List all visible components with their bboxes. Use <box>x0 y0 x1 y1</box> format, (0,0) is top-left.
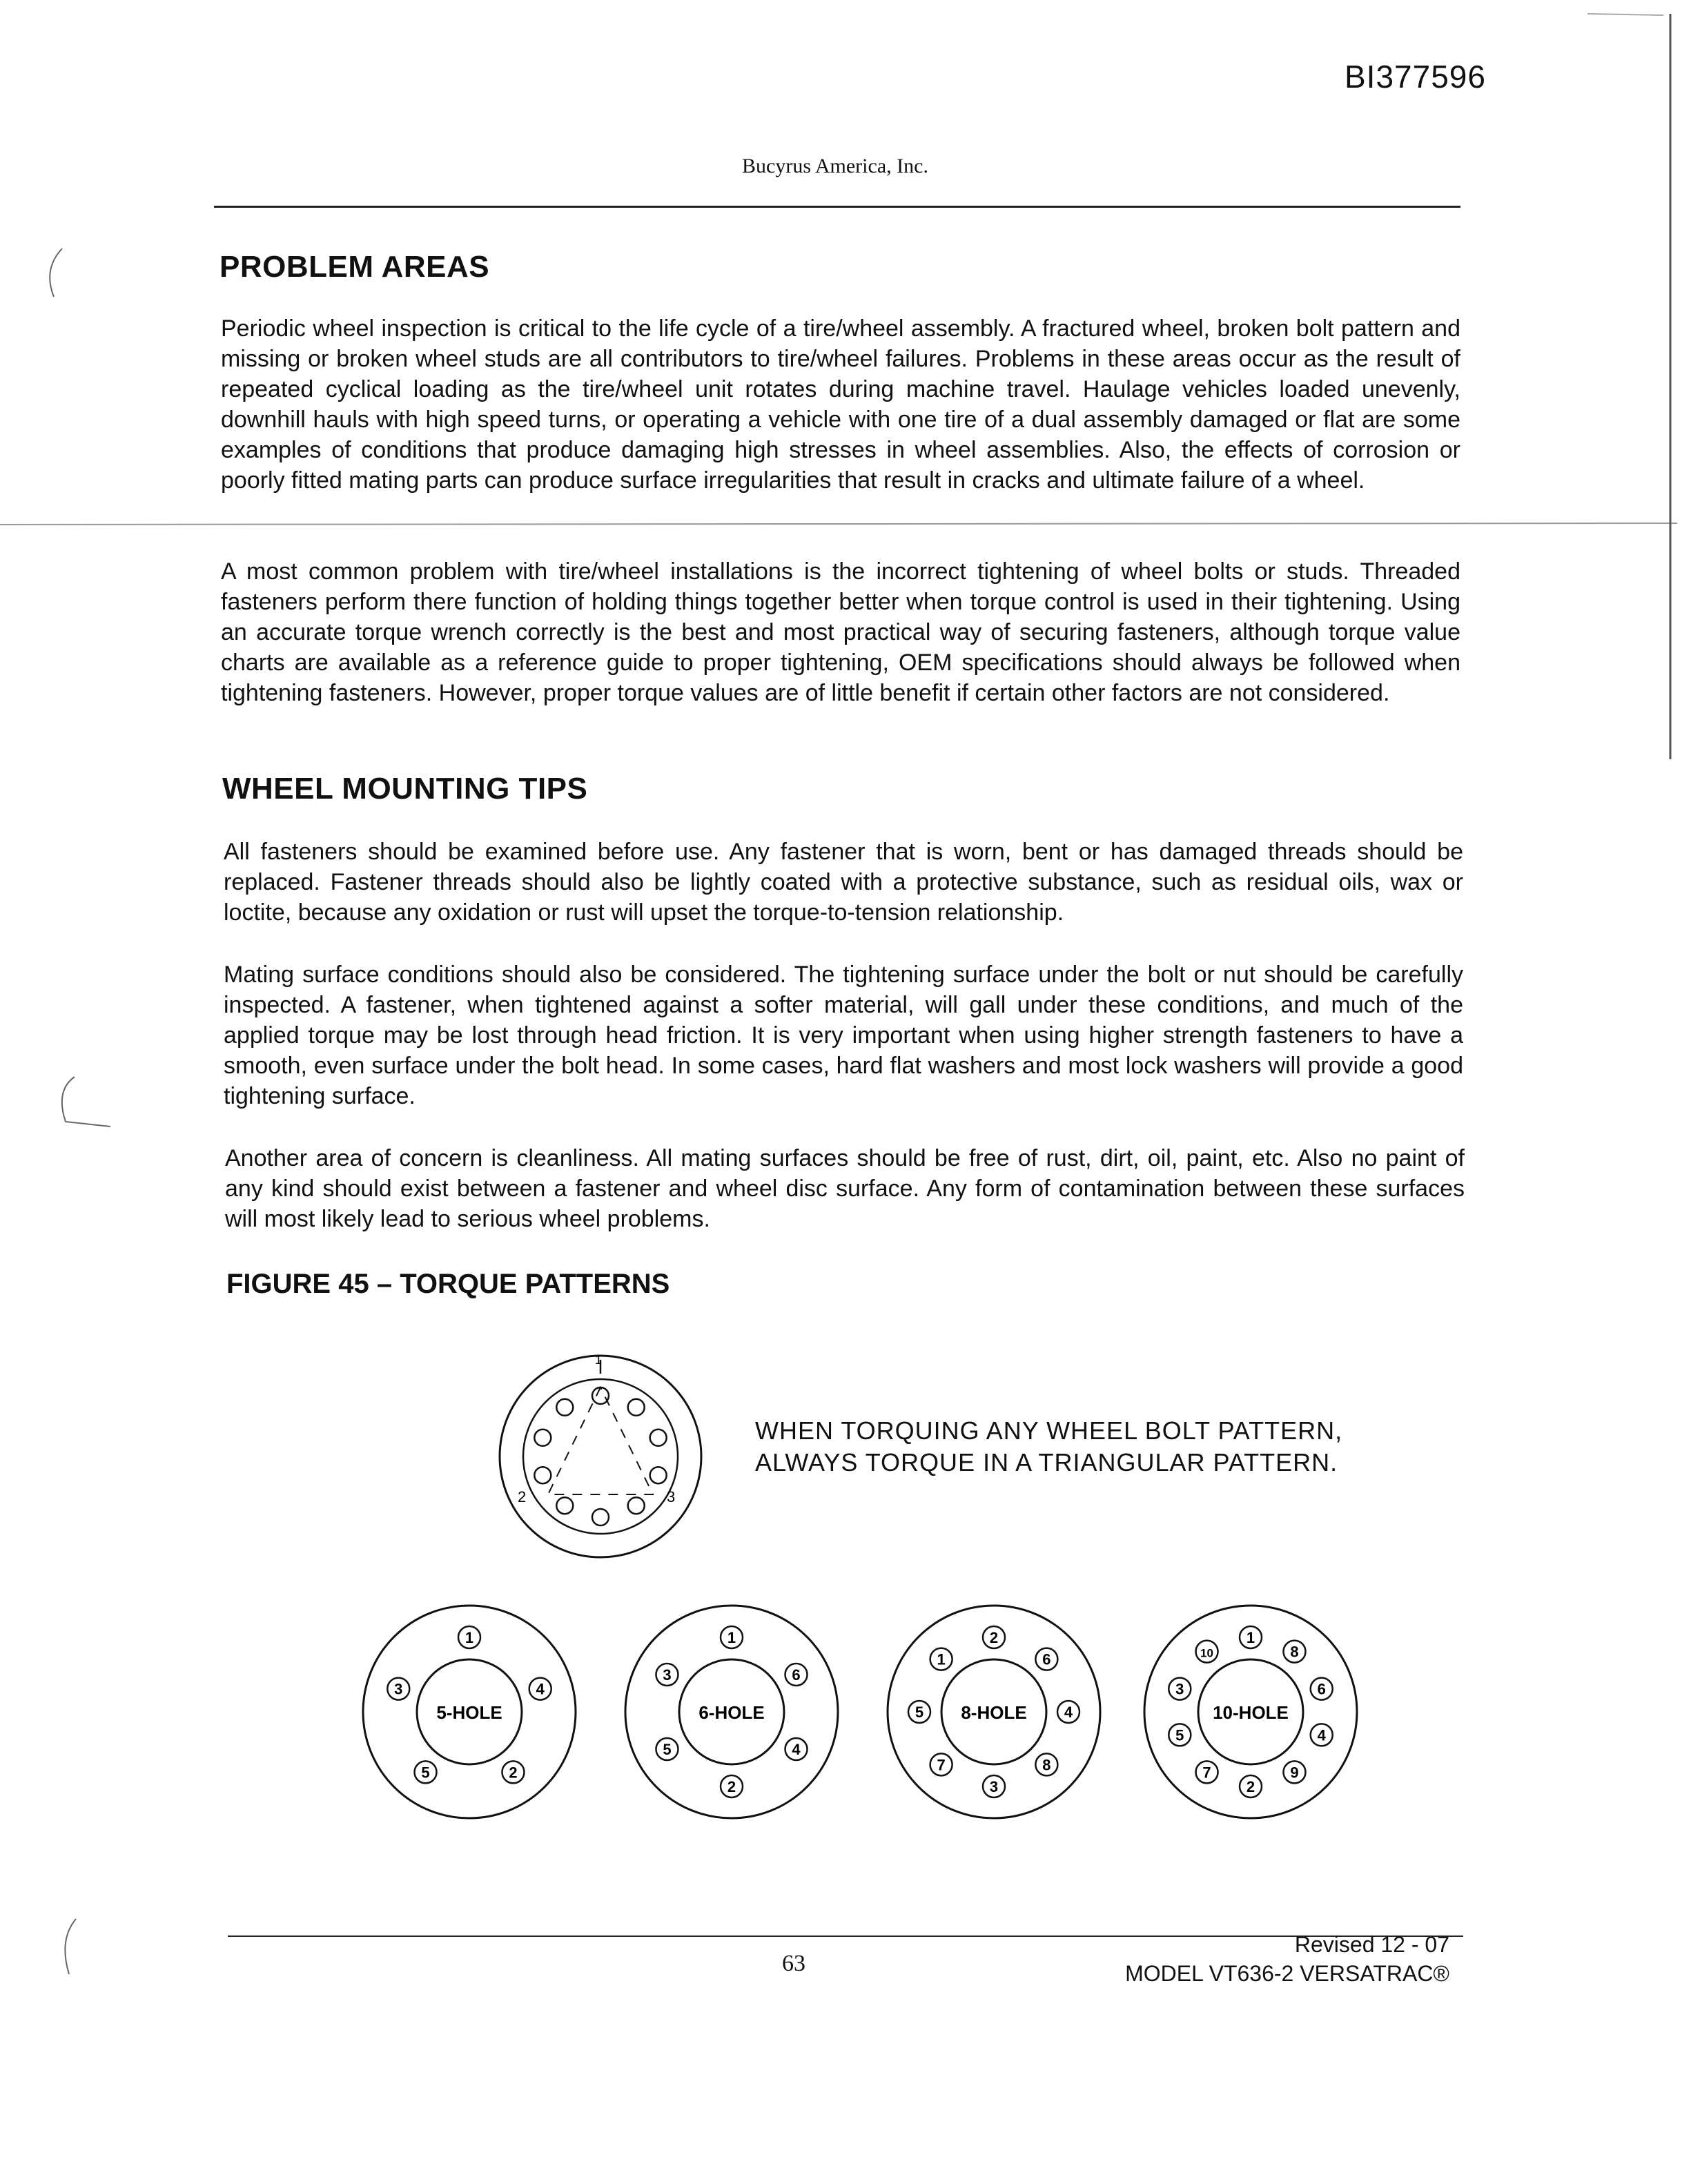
torque-wheel-2 <box>625 1606 838 1818</box>
bolt-sequence-number: 3 <box>1175 1680 1184 1698</box>
torque-wheel-3 <box>888 1606 1100 1818</box>
bolt-sequence-number: 5 <box>915 1704 924 1721</box>
section-title-problem-areas: PROBLEM AREAS <box>219 250 490 284</box>
figure-title: FIGURE 45 – TORQUE PATTERNS <box>226 1269 670 1299</box>
bolt-sequence-number: 3 <box>394 1680 403 1698</box>
wheel-hole-count-label: 5-HOLE <box>436 1702 502 1723</box>
triangle-label-3: 3 <box>667 1488 676 1505</box>
bolt-hole <box>650 1430 667 1446</box>
torque-wheel-1 <box>363 1606 576 1818</box>
bolt-sequence-number: 6 <box>1042 1650 1051 1668</box>
bolt-sequence-number: 6 <box>792 1666 801 1684</box>
problem-areas-paragraph-1: Periodic wheel inspection is critical to the life cycle of a tire/wheel assembly. A fractured wheel, broken bolt pattern and missing or broken wheel studs are all contributors to tire/wheel failures. Problems in these areas occur as the result of repeated cyclical loading as the tire/wheel unit rotates during machine travel. Haulage vehicles loaded unevenly, downhill hauls with high speed turns, or operating a vehicle with one tire of a dual assembly damaged or flat are some examples of conditions that produce damaging high stresses in wheel assemblies. Also, the effects of corrosion or poorly fitted mating parts can produce surface irregularities that result in cracks and ultimate failure of a wheel. <box>221 315 1460 494</box>
bolt-hole <box>592 1387 609 1404</box>
triangle-label-1: 1 <box>595 1353 603 1367</box>
mounting-tips-paragraph-3: Another area of concern is cleanliness. All mating surfaces should be free of rust, dirt, oil, paint, etc. Also no paint of any kind should exist between a fastener and wheel disc surface. Any form of contamination between these surfaces will most likely lead to serious wheel problems. <box>225 1145 1465 1232</box>
bolt-sequence-number: 4 <box>536 1680 545 1698</box>
torque-note <box>755 1415 1342 1479</box>
mounting-tips-paragraph-1: All fasteners should be examined before use. Any fastener that is worn, bent or has damaged threads should be replaced. Fastener threads should also be lightly coated with a protective substance, such as residual oils, wax or loctite, because any oxidation or rust will upset the torque-to-tension relationship. <box>224 839 1463 926</box>
bolt-sequence-number: 8 <box>1290 1643 1299 1661</box>
triangle-label-2: 2 <box>518 1488 527 1505</box>
bolt-sequence-number: 2 <box>727 1778 736 1795</box>
bolt-sequence-number: 2 <box>509 1764 518 1782</box>
bolt-sequence-number: 2 <box>989 1629 999 1646</box>
bolt-sequence-number: 5 <box>663 1741 672 1758</box>
bolt-sequence-number: 1 <box>727 1629 736 1646</box>
bolt-sequence-number: 9 <box>1290 1764 1299 1782</box>
torque-pattern-wheels <box>345 1595 1394 1829</box>
bolt-sequence-number: 6 <box>1317 1680 1326 1698</box>
page-number: 63 <box>782 1951 805 1976</box>
triangle-bolt-holes <box>534 1387 666 1525</box>
revision-date: Revised 12 - 07 <box>1294 1932 1449 1957</box>
bolt-hole <box>556 1399 573 1416</box>
bolt-hole <box>650 1467 667 1483</box>
company-name: Bucyrus America, Inc. <box>742 155 928 177</box>
bolt-sequence-number: 1 <box>465 1629 474 1646</box>
revision-block <box>1125 1930 1449 1988</box>
wheel-hole-count-label: 10-HOLE <box>1213 1702 1289 1723</box>
bolt-sequence-number: 3 <box>989 1778 999 1795</box>
bolt-hole <box>534 1467 551 1483</box>
bolt-sequence-number: 1 <box>1246 1629 1255 1646</box>
bolt-sequence-number: 3 <box>663 1666 672 1684</box>
bolt-hole <box>556 1497 573 1514</box>
bolt-sequence-number: 7 <box>937 1756 946 1774</box>
section-title-wheel-mounting-tips: WHEEL MOUNTING TIPS <box>222 772 588 806</box>
bolt-hole <box>628 1399 645 1416</box>
bolt-sequence-number: 5 <box>1175 1726 1184 1744</box>
torque-note-line-1: WHEN TORQUING ANY WHEEL BOLT PATTERN, <box>755 1416 1343 1445</box>
document-id: BI377596 <box>1345 59 1486 95</box>
bolt-sequence-number: 4 <box>792 1741 801 1758</box>
torque-note-line-2: ALWAYS TORQUE IN A TRIANGULAR PATTERN. <box>755 1448 1338 1476</box>
torque-wheel-4 <box>1144 1606 1357 1818</box>
wheel-hole-count-label: 8-HOLE <box>961 1702 1027 1723</box>
wheel-hole-count-label: 6-HOLE <box>698 1702 765 1723</box>
bolt-hole <box>592 1509 609 1525</box>
bolt-sequence-number: 2 <box>1246 1778 1255 1795</box>
bolt-sequence-number: 7 <box>1202 1764 1211 1782</box>
mounting-tips-paragraph-2: Mating surface conditions should also be considered. The tightening surface under the bolt or nut should be carefully inspected. A fastener, when tightened against a softer material, will gall under these conditions, and much of the applied torque may be lost through head friction. It is very important when using higher strength fasteners to have a smooth, even surface under the bolt head. In some cases, hard flat washers and most lock washers will provide a good tightening surface. <box>224 962 1463 1109</box>
bolt-sequence-number: 4 <box>1317 1726 1326 1744</box>
bolt-sequence-number: 4 <box>1064 1704 1073 1721</box>
bolt-sequence-number: 1 <box>937 1650 946 1668</box>
bolt-sequence-number: 10 <box>1200 1646 1213 1660</box>
bolt-sequence-number: 8 <box>1042 1756 1051 1774</box>
triangular-pattern-diagram <box>490 1346 711 1567</box>
bolt-sequence-number: 5 <box>421 1764 430 1782</box>
bolt-hole <box>628 1497 645 1514</box>
bolt-hole <box>534 1430 551 1446</box>
problem-areas-paragraph-2: A most common problem with tire/wheel installations is the incorrect tightening of wheel bolts or studs. Threaded fasteners perform there function of holding things together better when torque control is used in their tightening. Using an accurate torque wrench correctly is the best and most practical way of securing fasteners, although torque value charts are available as a reference guide to proper tightening, OEM specifications should always be followed when tightening fasteners. However, proper torque values are of little benefit if certain other factors are not considered. <box>221 558 1460 706</box>
model-name: MODEL VT636-2 VERSATRAC® <box>1125 1961 1449 1986</box>
